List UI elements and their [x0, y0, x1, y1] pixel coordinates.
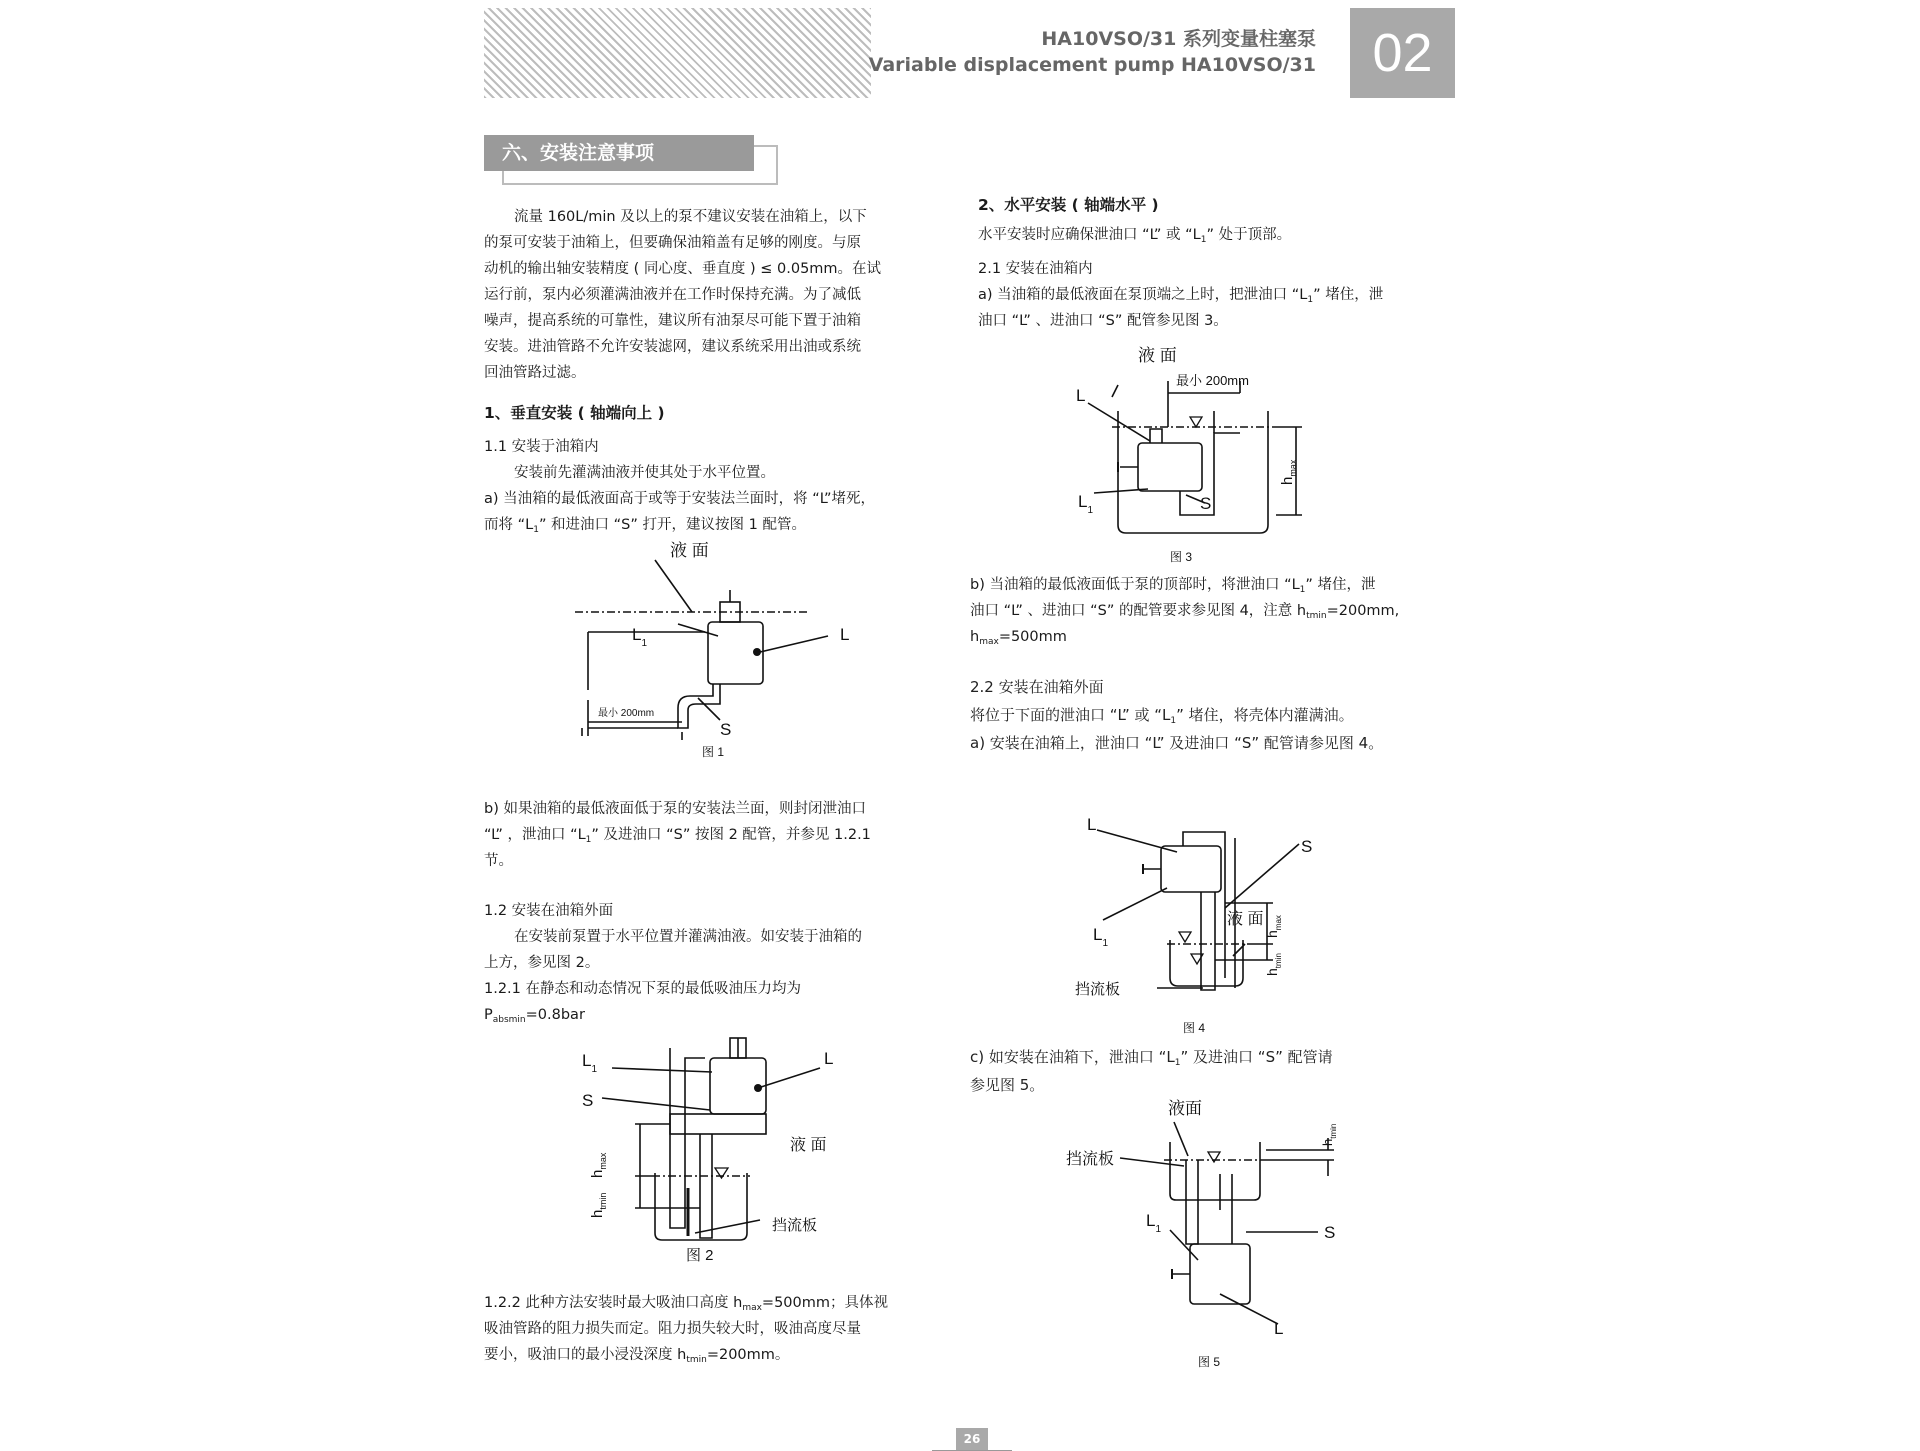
intro-line: 的泵可安装于油箱上，但要确保油箱盖有足够的刚度。与原: [484, 235, 861, 251]
header-hatch-band: [484, 8, 871, 98]
fig5-label-surface: 液面: [1168, 1099, 1202, 1118]
text-2-1-b-line3: $h_{max}=500mm$: [970, 629, 1067, 647]
fig3-label-L: L: [1076, 386, 1086, 405]
pump-body: [1190, 1244, 1250, 1304]
subheading-1-1: 1.1 安装于油箱内: [484, 439, 599, 455]
heading-horizontal-install: 2、水平安装 ( 轴端水平 ): [978, 196, 1159, 214]
svg-text:hmax: $h_{max}$: [1264, 915, 1283, 938]
fig1-label-surface: 液 面: [670, 541, 709, 560]
text-c-line2: 参见图 5。: [970, 1076, 1045, 1094]
text-2-1-b-line2: 油口 “L” 、进油口 “S” 的配管要求参见图 4，注意 $h_{tmin}=200mm$,: [970, 603, 1400, 621]
intro-line: 回油管路过滤。: [484, 365, 586, 381]
intro-line: 噪声，提高系统的可靠性，建议所有油泵尽可能下置于油箱: [484, 313, 861, 329]
text-pabsmin: $P_{absmin}=0.8bar$: [484, 1007, 585, 1025]
fig2-label-L1: $L_1$: [582, 1051, 598, 1075]
fig3-label-hmax: [1279, 459, 1298, 485]
fig2-label-hmax: [589, 1152, 608, 1178]
text-2-1-b-line1: b) 当油箱的最低液面低于泵的顶部时，将泄油口 “$L_1$” 堵住，泄: [970, 577, 1376, 595]
text-1-2-line2: 上方，参见图 2。: [484, 955, 600, 971]
section-title: 六、安装注意事项: [484, 135, 754, 171]
text-2: 水平安装时应确保泄油口 “L” 或 “$L_1$” 处于顶部。: [978, 227, 1292, 245]
text-2-2-line1: 将位于下面的泄油口 “L” 或 “$L_1$” 堵住，将壳体内灌满油。: [970, 706, 1354, 726]
fig2-label-surface: 液 面: [790, 1137, 827, 1154]
pump-body: [1161, 846, 1221, 892]
intro-paragraph: [484, 204, 881, 386]
leader-L: [760, 636, 828, 652]
fig3-caption: 图 3: [1170, 550, 1193, 564]
svg-text:htmin: $h_{tmin}$: [589, 1192, 608, 1218]
svg-text:hmax: $h_{max}$: [1279, 459, 1298, 485]
leader-L1: [678, 624, 718, 636]
fig5-label-baffle: 挡流板: [1066, 1151, 1115, 1168]
figure-2-diagram: [540, 1028, 860, 1268]
text-2-2-a: a) 安装在油箱上，泄油口 “L” 及进油口 “S” 配管请参见图 4。: [970, 734, 1384, 752]
text-1-1-a-line1: a) 当油箱的最低液面高于或等于安装法兰面时，将 “L”堵死，: [484, 491, 876, 507]
text-b-line1: b) 如果油箱的最低液面低于泵的安装法兰面，则封闭泄油口: [484, 801, 866, 817]
fig1-caption: 图 1: [702, 745, 725, 759]
text-1-2-2-line2: 吸油管路的阻力损失而定。阻力损失较大时，吸油高度尽量: [484, 1321, 861, 1337]
figure-4-diagram: [1075, 808, 1355, 1040]
text-2-1-a-line2: 油口 “L” 、进油口 “S” 配管参见图 3。: [978, 313, 1228, 329]
svg-text:htmin: $h_{tmin}$: [1320, 1123, 1338, 1146]
fig2-label-baffle: 挡流板: [772, 1217, 818, 1234]
fig5-label-L1: $L_1$: [1146, 1211, 1162, 1235]
fig3-label-surface: 液 面: [1138, 346, 1177, 365]
intro-line: 动机的输出轴安装精度 ( 同心度、垂直度 ) ≤ 0.05mm。在试: [484, 261, 882, 277]
text-c-line1: c) 如安装在油箱下，泄油口 “$L_1$” 及进油口 “S” 配管请: [970, 1048, 1333, 1068]
leader-surface: [655, 560, 692, 612]
text-1-2-1: 1.2.1 在静态和动态情况下泵的最低吸油压力均为: [484, 981, 802, 997]
intro-line: 运行前，泵内必须灌满油液并在工作时保持充满。为了减低: [484, 287, 861, 303]
fig4-label-L: L: [1087, 815, 1097, 834]
fig3-label-S: S: [1200, 494, 1212, 513]
figure-5-diagram: [1060, 1094, 1360, 1374]
fig1-label-L1: $L_1$: [632, 625, 648, 649]
page-number: 26: [956, 1428, 988, 1450]
fig3-label-L1: $L_1$: [1078, 492, 1094, 516]
fig5-label-S: S: [1324, 1223, 1336, 1242]
text-1-2-2-line1: 1.2.2 此种方法安装时最大吸油口高度 $h_{max}=500mm$；具体视: [484, 1295, 888, 1313]
leader-S: [698, 698, 720, 720]
fig5-caption: 图 5: [1198, 1355, 1221, 1369]
text-2-1-a-line1: a) 当油箱的最低液面在泵顶端之上时，把泄油口 “$L_1$” 堵住，泄: [978, 287, 1384, 305]
intro-line: 安装。进油管路不允许安装滤网，建议系统采用出油或系统: [484, 339, 861, 355]
fig1-label-min: 最小 200mm: [598, 708, 655, 719]
text-1-1: 安装前先灌满油液并使其处于水平位置。: [514, 465, 775, 481]
subheading-1-2: 1.2 安装在油箱外面: [484, 903, 614, 919]
fig5-label-L: L: [1274, 1319, 1284, 1338]
fig4-label-surface: 液 面: [1227, 911, 1264, 928]
svg-text:hmax: $h_{max}$: [589, 1152, 608, 1178]
text-1-2-line1: 在安装前泵置于水平位置并灌满油液。如安装于油箱的: [514, 929, 862, 945]
fig4-label-baffle: 挡流板: [1075, 981, 1121, 998]
chapter-badge: 02: [1350, 8, 1455, 98]
svg-text:htmin: $h_{tmin}$: [1264, 953, 1283, 976]
text-b-line2: “L” ，泄油口 “$L_1$” 及进油口 “S” 按图 2 配管，并参见 1.2.1: [484, 827, 871, 845]
header-title-en: Variable displacement pump HA10VSO/31: [868, 54, 1316, 76]
fig2-label-L: L: [824, 1049, 834, 1068]
intro-line: 流量 160L/min 及以上的泵不建议安装在油箱上，以下: [514, 209, 867, 225]
fig4-label-S: S: [1301, 837, 1313, 856]
fig3-label-min: 最小 200mm: [1176, 373, 1249, 388]
figure-3-diagram: [1050, 345, 1330, 570]
fig2-label-hmin: [589, 1193, 608, 1218]
subheading-2-2: 2.2 安装在油箱外面: [970, 678, 1104, 696]
text-1-1-a-line2: 而将 “$L_1$” 和进油口 “S” 打开，建议按图 1 配管。: [484, 517, 806, 535]
fig2-label-S: S: [582, 1091, 594, 1110]
text-b-line3: 节。: [484, 853, 513, 869]
fig2-caption: 图 2: [686, 1247, 714, 1264]
fig1-label-L: L: [840, 625, 850, 644]
text-1-2-2-line3: 要小，吸油口的最小浸没深度 $h_{tmin}=200mm$。: [484, 1347, 790, 1365]
header-title-cn: HA10VSO/31 系列变量柱塞泵: [1041, 28, 1316, 50]
fig4-label-L1: $L_1$: [1093, 925, 1109, 949]
fig4-caption: 图 4: [1183, 1021, 1206, 1035]
subheading-2-1: 2.1 安装在油箱内: [978, 261, 1093, 277]
fig1-label-S: S: [720, 720, 732, 739]
fig5-label-hmin: [1320, 1124, 1338, 1146]
heading-vertical-install: 1、垂直安装 ( 轴端向上 ): [484, 404, 665, 422]
pump-body: [1138, 443, 1202, 491]
figure-1-diagram: [570, 540, 870, 770]
